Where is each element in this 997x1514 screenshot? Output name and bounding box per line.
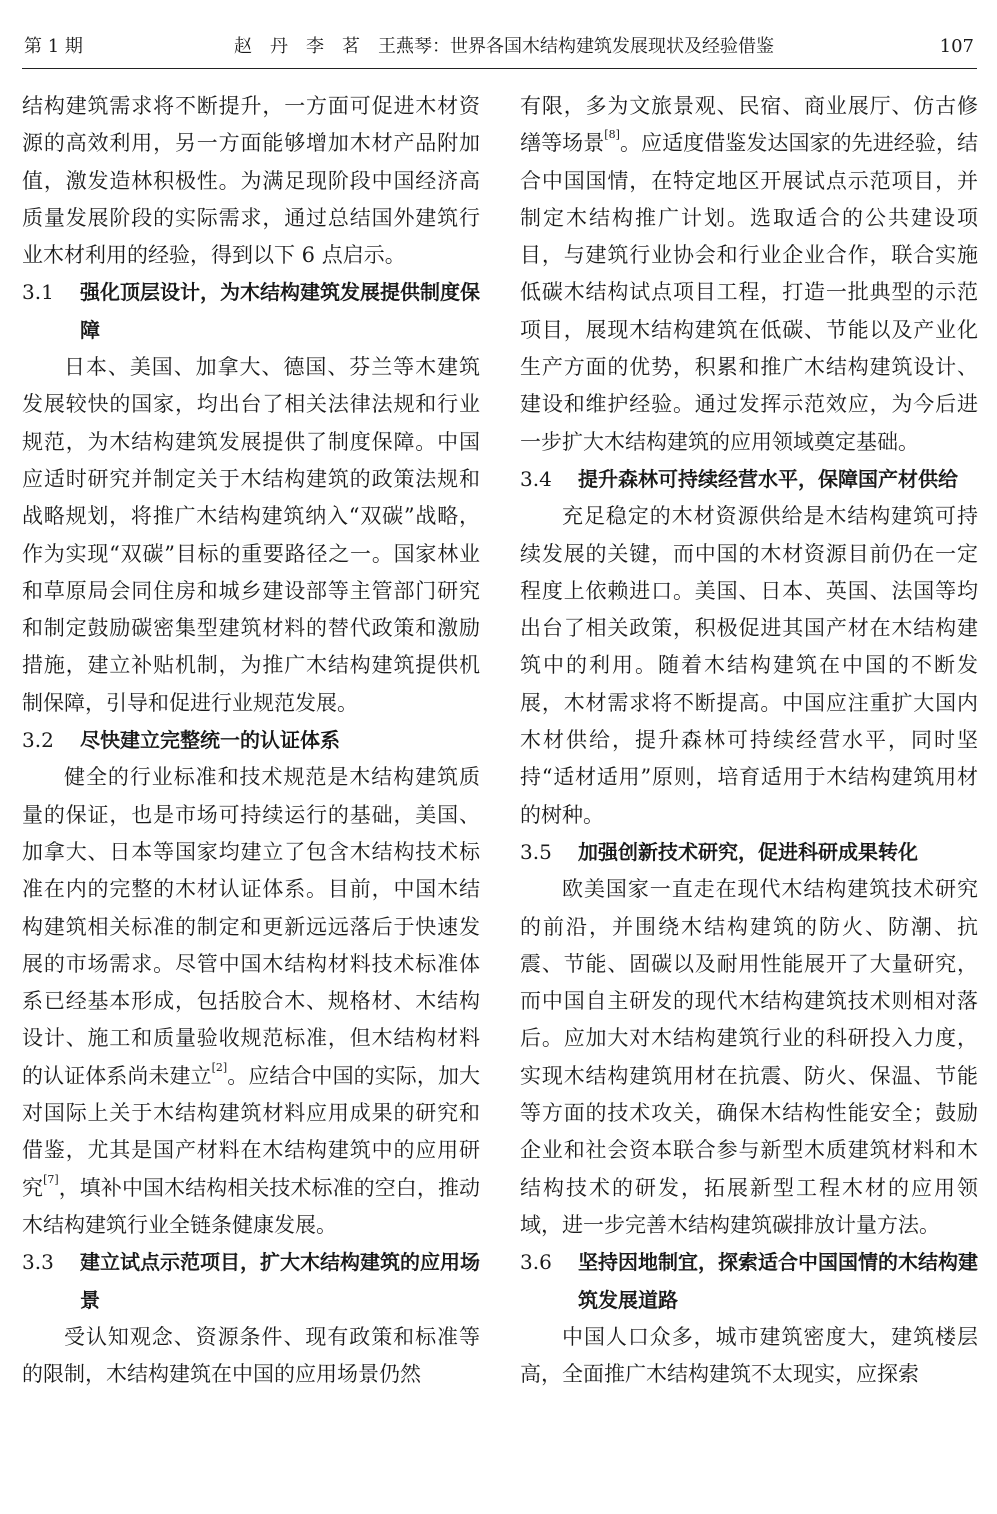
paragraph: 日本、美国、加拿大、德国、芬兰等木建筑发展较快的国家，均出台了相关法律法规和行业规范，为木结构建筑发展提供了制度保障。中国应适时研究并制定关于木结构建筑的政策法规和战略规划，将推广木结构建筑纳入“双碳”战略，作为实现“双碳”目标的重要路径之一。国家林业和草原局会同住房和城乡建设部等主管部门研究和制定鼓励碳密集型建筑材料的替代政策和激励措施，建立补贴机制，为推广木结构建筑提供机制保障，引导和促进行业规范发展。 bbox=[22, 355, 480, 715]
issue-number: 第 1 期 bbox=[24, 36, 83, 57]
section-title: 坚持因地制宜，探索适合中国国情的木结构建筑发展道路 bbox=[578, 1250, 978, 1312]
citation-ref[interactable]: [7] bbox=[43, 1172, 59, 1186]
text-run: 健全的行业标准和技术规范是木结构建筑质量的保证，也是市场可持续运行的基础，美国、加拿大、日本等国家均建立了包含木结构技术标准在内的完整的木材认证体系。目前，中国木结构建筑相关标准的制定和更新远远落后于快速发展的市场需求。尽管中国木结构材料技术标准体系已经基本形成，包括胶合木、规格材、木结构设计、施工和质量验收规范标准，但木结构材料的认证体系尚未建立 bbox=[22, 765, 480, 1088]
citation-ref[interactable]: [8] bbox=[604, 128, 620, 142]
paragraph bbox=[520, 88, 978, 461]
header-rule bbox=[22, 68, 977, 69]
section-title: 强化顶层设计，为木结构建筑发展提供制度保障 bbox=[80, 280, 480, 342]
section-number: 3.6 bbox=[520, 1250, 552, 1275]
paragraph: 中国人口众多，城市建筑密度大，建筑楼层高，全面推广木结构建筑不太现实，应探索 bbox=[520, 1324, 978, 1387]
paragraph: 欧美国家一直走在现代木结构建筑技术研究的前沿，并围绕木结构建筑的防火、防潮、抗震、节能、固碳以及耐用性能展开了大量研究，而中国自主研发的现代木结构建筑技术则相对落后。应加大对木结构建筑行业的科研投入力度，实现木结构建筑用材在抗震、防火、保温、节能等方面的技术攻关，确保木结构性能安全；鼓励企业和社会资本联合参与新型木质建筑材料和木结构技术的研发，拓展新型工程木材的应用领域，进一步完善木结构建筑碳排放计量方法。 bbox=[520, 877, 978, 1237]
text-run: 。应结合中国的实际，加大对国际上关于木结构建筑材料应用成果的研究和借鉴，尤其是国产材料在木结构建筑中的应用研究 bbox=[22, 1063, 481, 1200]
running-title: 赵 丹 李 茗 王燕琴：世界各国木结构建筑发展现状及经验借鉴 bbox=[234, 36, 774, 57]
section-title: 加强创新技术研究，促进科研成果转化 bbox=[578, 839, 918, 864]
section-heading-3-4 bbox=[520, 461, 978, 498]
paragraph: 结构建筑需求将不断提升，一方面可促进木材资源的高效利用，另一方面能够增加木材产品附加值，激发造林积极性。为满足现阶段中国经济高质量发展阶段的实际需求，通过总结国外建筑行业木材利用的经验，得到以下 6 点启示。 bbox=[22, 94, 480, 268]
text-run: 。应适度借鉴发达国家的先进经验，结合中国国情，在特定地区开展试点示范项目，并制定木结构推广计划。选取适合的公共建设项目，与建筑行业协会和行业企业合作，联合实施低碳木结构试点项目工程，打造一批典型的示范项目，展现木结构建筑在低碳、节能以及产业化生产方面的优势，积累和推广木结构建筑设计、建设和维护经验。通过发挥示范效应，为今后进一步扩大木结构建筑的应用领域奠定基础。 bbox=[520, 131, 979, 454]
section-number: 3.2 bbox=[22, 728, 54, 753]
running-header bbox=[24, 30, 974, 64]
section-number: 3.4 bbox=[520, 466, 552, 491]
section-number: 3.5 bbox=[520, 839, 552, 864]
section-heading-3-3 bbox=[22, 1244, 480, 1319]
citation-ref[interactable]: [2] bbox=[211, 1060, 228, 1074]
section-heading-3-1 bbox=[22, 274, 480, 349]
section-title: 提升森林可持续经营水平，保障国产材供给 bbox=[578, 466, 958, 491]
paragraph bbox=[22, 759, 480, 1244]
paragraph: 受认知观念、资源条件、现有政策和标准等的限制，木结构建筑在中国的应用场景仍然 bbox=[22, 1324, 480, 1387]
section-number: 3.3 bbox=[22, 1250, 54, 1275]
page-number: 107 bbox=[939, 36, 974, 57]
section-heading-3-6 bbox=[520, 1244, 978, 1319]
section-title: 建立试点示范项目，扩大木结构建筑的应用场景 bbox=[80, 1250, 480, 1312]
text-run: ，填补中国木结构相关技术标准的空白，推动木结构建筑行业全链条健康发展。 bbox=[22, 1175, 481, 1237]
right-column bbox=[520, 88, 978, 1393]
section-number: 3.1 bbox=[22, 280, 54, 305]
left-column bbox=[22, 88, 480, 1393]
paragraph: 充足稳定的木材资源供给是木结构建筑可持续发展的关键，而中国的木材资源目前仍在一定程度上依赖进口。美国、日本、英国、法国等均出台了相关政策，积极促进其国产材在木结构建筑中的利用。随着木结构建筑在中国的不断发展，木材需求将不断提高。中国应注重扩大国内木材供给，提升森林可持续经营水平，同时坚持“适材适用”原则，培育适用于木结构建筑用材的树种。 bbox=[520, 504, 978, 827]
section-heading-3-2 bbox=[22, 722, 480, 759]
text-run: 有限，多为文旅景观、民宿、商业展厅、仿古修缮等场景 bbox=[520, 94, 978, 156]
section-heading-3-5 bbox=[520, 834, 978, 871]
section-title: 尽快建立完整统一的认证体系 bbox=[80, 728, 340, 753]
